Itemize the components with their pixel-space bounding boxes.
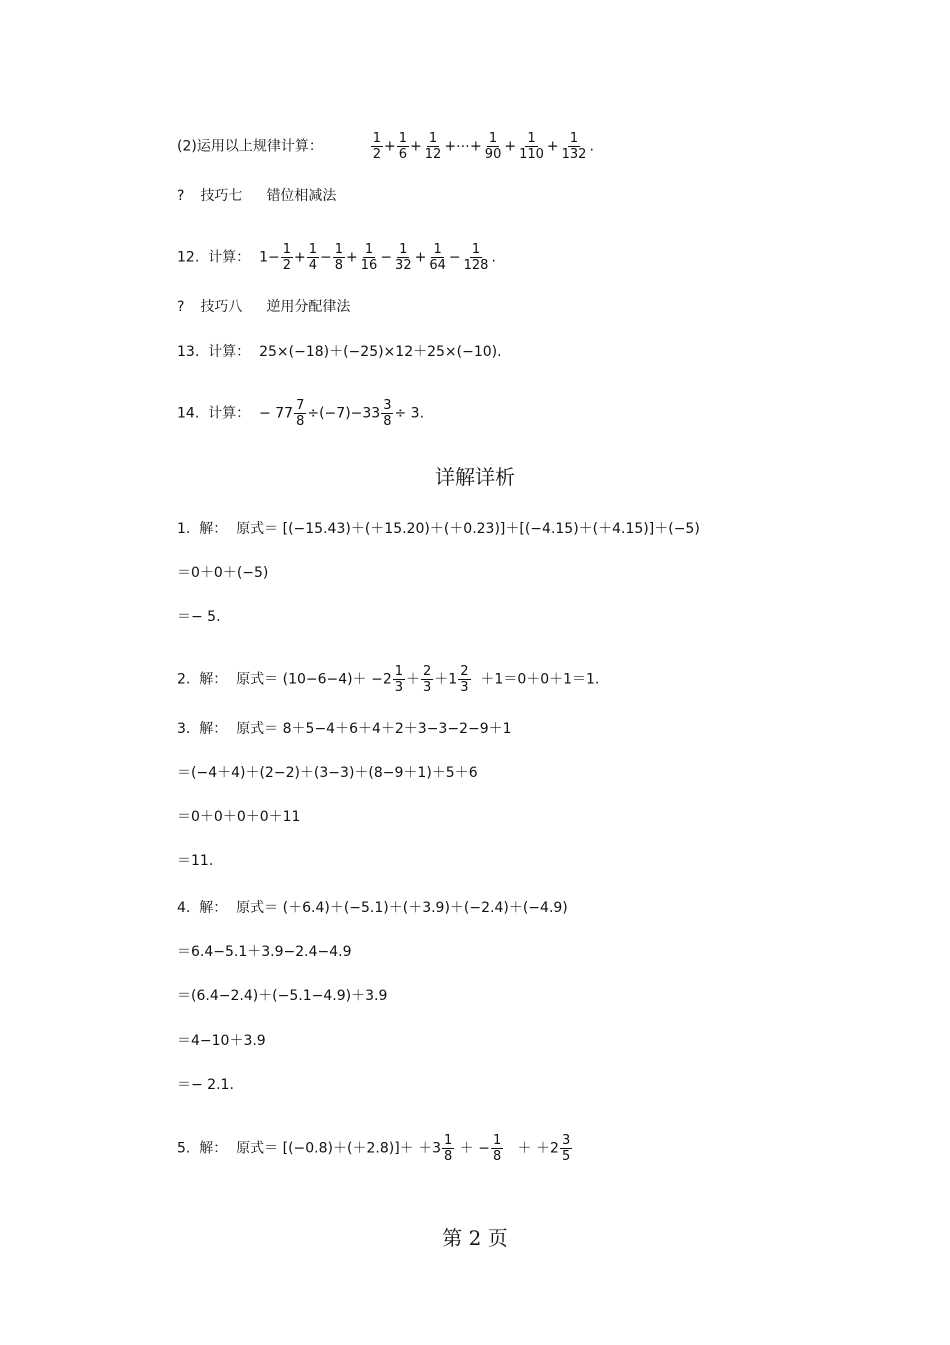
solution-1-line-1: 1. 解： 原式＝ [(−15.43)＋(＋15.20)＋(＋0.23)]＋[(−4.15)＋(＋4.15)]＋(−5): [177, 521, 700, 537]
fraction: $\frac{1}{4}$: [308, 242, 318, 273]
fraction: $\frac{1}{32}$: [395, 242, 412, 273]
fraction: $\frac{1}{6}$: [398, 131, 408, 162]
fraction: $\frac{1}{8}$: [444, 1133, 453, 1164]
solution-1-line-2: ＝0＋0＋(−5): [177, 565, 269, 581]
solution-4-line-5: ＝− 2.1.: [177, 1077, 234, 1093]
fraction: $\frac{1}{2}$: [282, 242, 291, 273]
fraction: $\frac{1}{64}$: [429, 242, 446, 273]
solution-1-line-3: ＝− 5.: [177, 609, 221, 625]
problem-12: 12. 计算： 1− $\frac{1}{2}$ + $\frac{1}{4}$ − $\frac{1}{8}$ + $\frac{1}{16}$ − $\frac{1}{32}$ + $\frac{1}{64}$ − $\frac{1}{128}$ .: [177, 242, 496, 273]
fraction: $\frac{3}{8}$: [383, 398, 392, 429]
fraction: $\frac{1}{2}$: [372, 131, 382, 162]
solution-3-line-1: 3. 解： 原式＝ 8＋5−4＋6＋4＋2＋3−3−2−9＋1: [177, 721, 512, 737]
page-number: 第 2 页: [442, 1226, 508, 1250]
fraction: $\frac{1}{16}$: [360, 242, 378, 273]
fraction: $\frac{1}{128}$: [463, 242, 489, 273]
fraction: $\frac{1}{8}$: [334, 242, 344, 273]
fraction: $\frac{1}{8}$: [492, 1133, 502, 1164]
solution-4-line-2: ＝6.4−5.1＋3.9−2.4−4.9: [177, 944, 352, 960]
solution-3-line-4: ＝11.: [177, 853, 214, 869]
skill-heading-8: ? 技巧八 逆用分配律法: [177, 299, 351, 315]
solution-3-line-2: ＝(−4＋4)＋(2−2)＋(3−3)＋(8−9＋1)＋5＋6: [177, 765, 478, 781]
solution-2: 2. 解： 原式＝ (10−6−4)＋ −2 $\frac{1}{3}$ ＋ $\frac{2}{3}$ ＋1 $\frac{2}{3}$ ＋1＝0＋0＋1＝1.: [177, 664, 600, 695]
solution-4-line-4: ＝4−10＋3.9: [177, 1033, 266, 1049]
solution-4-line-1: 4. 解： 原式＝ (＋6.4)＋(−5.1)＋(＋3.9)＋(−2.4)＋(−4.9): [177, 900, 568, 916]
fraction: $\frac{3}{5}$: [561, 1133, 571, 1164]
fraction: $\frac{1}{12}$: [424, 131, 442, 162]
fraction: $\frac{1}{110}$: [519, 131, 544, 162]
fraction: $\frac{7}{8}$: [296, 398, 305, 429]
problem-14: 14. 计算： − 77 $\frac{7}{8}$ ÷(−7)−33 $\frac{3}{8}$ ÷ 3.: [177, 398, 425, 429]
problem-11-part2: (2)运用以上规律计算： $\frac{1}{2}$ + $\frac{1}{6}$ + $\frac{1}{12}$ +⋯+ $\frac{1}{90}$ + $\frac{1}{110}$ + $\frac{1}{132}$ .: [177, 131, 594, 162]
fraction: $\frac{1}{132}$: [561, 131, 587, 162]
problem-13: 13. 计算： 25×(−18)＋(−25)×12＋25×(−10).: [177, 344, 502, 360]
section-title: 详解详析: [435, 465, 515, 489]
solution-5: 5. 解： 原式＝ [(−0.8)＋(＋2.8)]＋ ＋3 $\frac{1}{8}$ ＋ − $\frac{1}{8}$ ＋ ＋2 $\frac{3}{5}$: [177, 1133, 571, 1164]
solution-3-line-3: ＝0＋0＋0＋0＋11: [177, 809, 301, 825]
fraction: $\frac{2}{3}$: [460, 664, 469, 695]
solution-4-line-3: ＝(6.4−2.4)＋(−5.1−4.9)＋3.9: [177, 988, 388, 1004]
fraction: $\frac{1}{90}$: [484, 131, 502, 162]
fraction: $\frac{2}{3}$: [423, 664, 432, 695]
fraction: $\frac{1}{3}$: [394, 664, 404, 695]
skill-heading-7: ? 技巧七 错位相减法: [177, 188, 337, 204]
